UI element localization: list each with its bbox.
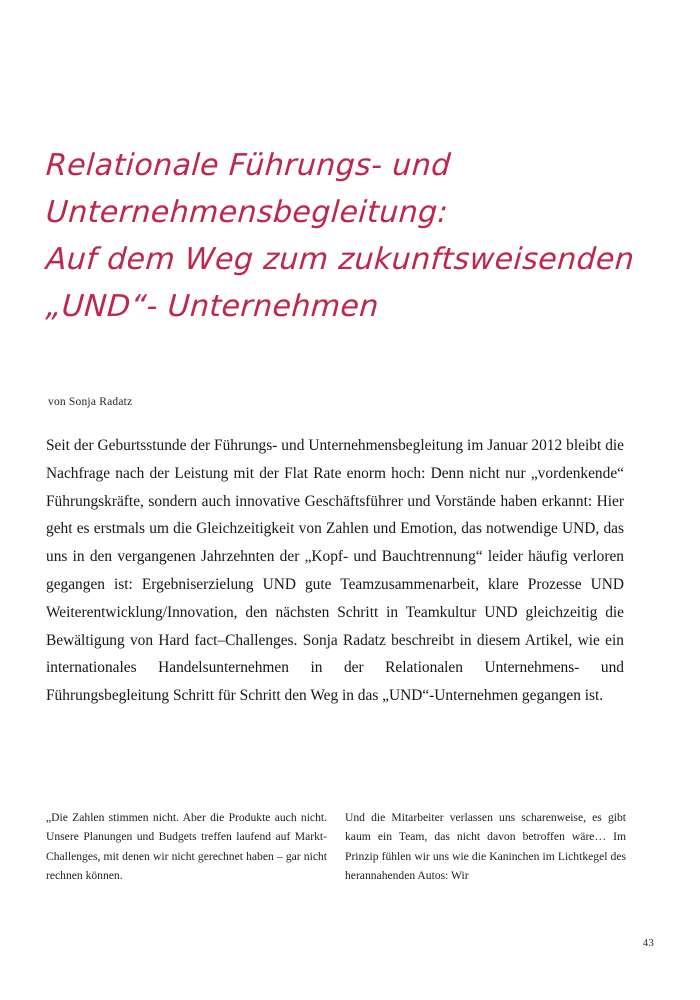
title-line-2: Unternehmensbegleitung: xyxy=(44,195,450,230)
article-title xyxy=(46,142,646,330)
title-line-1: Relationale Führungs- und xyxy=(44,148,452,183)
title-line-4: „UND“- Unternehmen xyxy=(44,289,381,324)
quote-column-right: Und die Mitarbeiter verlassen uns scharenweise, es gibt kaum ein Team, das nicht davon betroffen wäre… Im Prinzip fühlen wir uns wie die Kaninchen im Lichtkegel des herannahenden Autos: Wir xyxy=(345,811,626,882)
intro-paragraph: Seit der Geburtsstunde der Führungs- und Unternehmensbegleitung im Januar 2012 bleibt die Nachfrage nach der Leistung mit der Flat Rate enorm hoch: Denn nicht nur „vordenkende“ Führungskräfte, sondern auch innovative Geschäftsführer und Vorstände haben erkannt: Hier geht es erstmals um die Gleichzeitigkeit von Zahlen und Emotion, das notwendige UND, das uns in den vergangenen Jahrzehnten der „Kopf- und Bauchtrennung“ leider häufig verloren gegangen ist: Ergebniserzielung UND gute Teamzusammenarbeit, klare Prozesse UND Weiterentwicklung/Innovation, den nächsten Schritt in Teamkultur UND gleichzeitig die Bewältigung von Hard fact–Challenges. Sonja Radatz beschreibt in diesem Artikel, wie ein internationales Handelsunternehmen in der Relationalen Unternehmens- und Führungsbegleitung Schritt für Schritt den Weg in das „UND“-Unternehmen gegangen ist. xyxy=(46,437,624,705)
title-line-3: Auf dem Weg zum zukunftsweisenden xyxy=(44,242,636,277)
quote-column-left: „Die Zahlen stimmen nicht. Aber die Produkte auch nicht. Unsere Planungen und Budgets treffen laufend auf Markt-Challenges, mit denen wir nicht gerechnet haben – gar nicht rechnen können. xyxy=(46,811,327,882)
quote-columns xyxy=(46,808,626,885)
author-byline: von Sonja Radatz xyxy=(48,396,133,408)
page-number: 43 xyxy=(642,938,654,949)
